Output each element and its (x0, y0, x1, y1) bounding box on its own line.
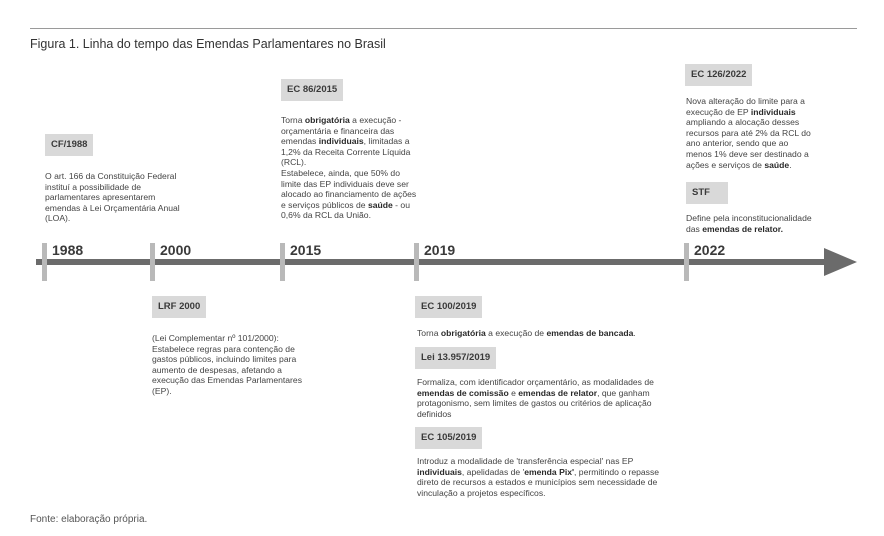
tick-2000 (150, 243, 155, 281)
tick-1988 (42, 243, 47, 281)
tag-lei13957-2019: Lei 13.957/2019 (415, 347, 496, 369)
tick-2015 (280, 243, 285, 281)
tag-ec126-2022: EC 126/2022 (685, 64, 752, 86)
desc-ec86-2015: Torna obrigatória a execução - orçamentária e financeira das emendas individuais, limitadas a 1,2% da Receita Corrente Líquida (RCL). Estabelece, ainda, que 50% do limite das EP individuais deve ser alocado ao financiamento de ações e serviços públicos de saúde - ou 0,6% da RCL da União. (281, 115, 417, 221)
figure-title: Figura 1. Linha do tempo das Emendas Parlamentares no Brasil (30, 37, 386, 51)
year-2015: 2015 (290, 242, 322, 258)
tag-ec86-2015: EC 86/2015 (281, 79, 343, 101)
year-1988: 1988 (52, 242, 84, 258)
year-2022: 2022 (694, 242, 726, 258)
desc-stf: Define pela inconstitucionalidade das emendas de relator. (686, 213, 812, 234)
tick-2022 (684, 243, 689, 281)
desc-ec105-2019: Introduz a modalidade de 'transferência especial' nas EP individuais, apelidadas de 'emenda Pix', permitindo o repasse direto de recursos a estados e municípios sem necessidade de vinculação a projetos específicos. (417, 456, 660, 498)
desc-ec100-2019: Torna obrigatória a execução de emendas de bancada. (417, 328, 636, 338)
year-2000: 2000 (160, 242, 192, 258)
year-2019: 2019 (424, 242, 456, 258)
timeline-arrow-head (824, 248, 857, 276)
tick-2019 (414, 243, 419, 281)
figure-source: Fonte: elaboração própria. (30, 514, 148, 525)
desc-lrf2000: (Lei Complementar nº 101/2000): Estabelece regras para contenção de gastos públicos, incluindo limites para aumento de despesas, afetando a execução das Emendas Parlamentares (EP). (152, 333, 302, 396)
top-rule (30, 28, 857, 29)
desc-ec126-2022: Nova alteração do limite para a execução de EP individuais ampliando a alocação desses recursos para até 2% da RCL do ano anterior, sendo que ao menos 1% deve ser destinado a ações e serviços de saúde. (686, 96, 811, 170)
tag-ec105-2019: EC 105/2019 (415, 427, 482, 449)
tag-stf: STF (686, 182, 728, 204)
desc-lei13957-2019: Formaliza, com identificador orçamentário, as modalidades de emendas de comissão e emendas de relator, que ganham protagonismo, sem limites de gastos ou critérios de aplicação definidos (417, 377, 654, 419)
desc-cf1988: O art. 166 da Constituição Federal instituí a possibilidade de parlamentares apresentarem emendas à Lei Orçamentária Anual (LOA). (45, 171, 180, 224)
tag-lrf2000: LRF 2000 (152, 296, 206, 318)
tag-ec100-2019: EC 100/2019 (415, 296, 482, 318)
tag-cf1988: CF/1988 (45, 134, 93, 156)
